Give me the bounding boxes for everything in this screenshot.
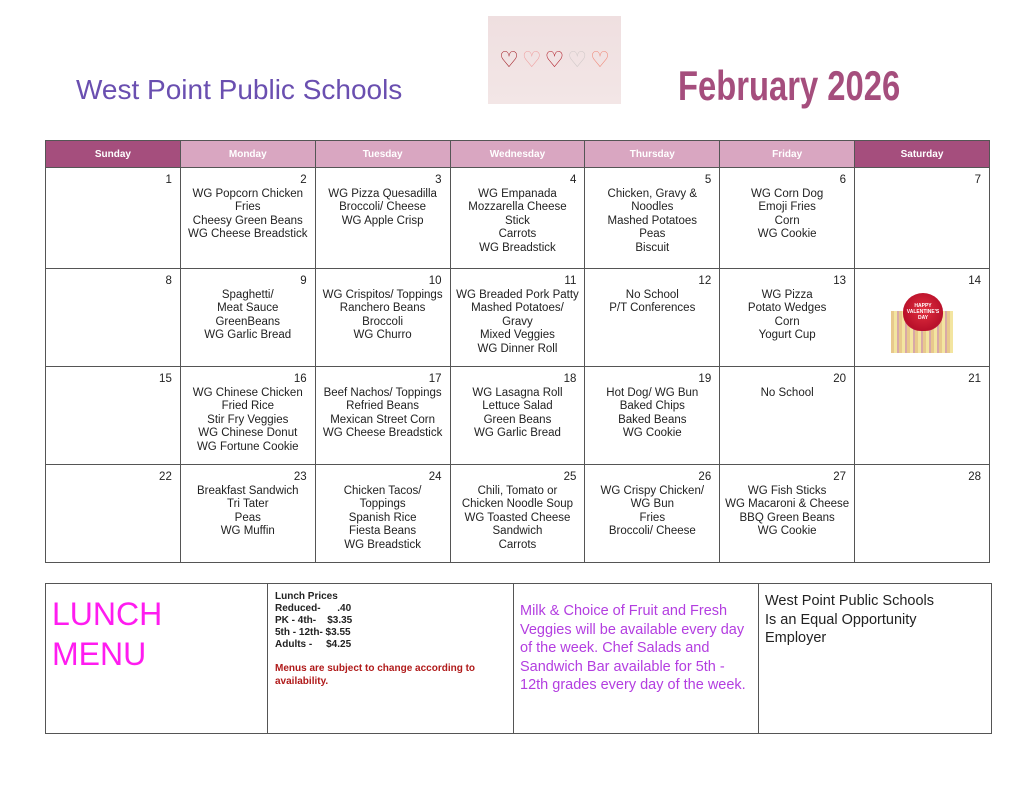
valentine-card-image <box>889 287 955 353</box>
menu-item: WG Corn Dog <box>751 187 824 200</box>
day-cell <box>46 367 181 465</box>
menu-item: WG Cookie <box>757 228 817 241</box>
day-cell <box>585 465 720 563</box>
day-number: 6 <box>839 174 847 186</box>
month-title: February 2026 <box>678 62 901 109</box>
day-cell <box>855 367 990 465</box>
menu-item: Baked Chips <box>619 400 685 413</box>
menu-item: WG Macaroni & Cheese <box>725 498 850 511</box>
day-number: 19 <box>698 373 712 385</box>
menu-item: Mexican Street Corn <box>330 413 436 426</box>
menu-item: Spanish Rice <box>348 511 417 524</box>
menu-item: WG Breadstick <box>344 538 421 551</box>
menu-item: WG Bun <box>630 498 675 511</box>
day-number: 4 <box>569 174 577 186</box>
menu-item: Broccoli/ Cheese <box>608 525 696 538</box>
day-number: 2 <box>300 174 307 186</box>
heart-icon: ♡ <box>567 47 588 72</box>
price-adults: Adults - $4.25 <box>275 639 352 650</box>
day-cell <box>46 168 181 269</box>
menu-item: WG Cheese Breadstick <box>322 427 443 440</box>
day-number: 28 <box>968 471 981 483</box>
menu-item: Stir Fry Veggies <box>207 413 289 426</box>
menu-item: WG Apple Crisp <box>341 214 424 227</box>
lunch-menu-cell <box>46 584 268 734</box>
menu-item: WG Cookie <box>622 427 682 440</box>
day-number: 13 <box>833 275 847 287</box>
day-number: 14 <box>968 275 981 287</box>
week-row <box>46 168 990 269</box>
menu-item: Broccoli <box>362 315 404 328</box>
menu-item: Potato Wedges <box>747 302 827 315</box>
eoe-line1: West Point Public Schools <box>765 593 934 609</box>
day-cell <box>855 269 990 367</box>
eoe-line2: Is an Equal Opportunity <box>765 611 917 628</box>
day-header-monday: Monday <box>180 141 315 168</box>
day-cell <box>855 465 990 563</box>
hearts-image <box>488 16 621 104</box>
menu-item: Mixed Veggies <box>480 329 555 342</box>
day-cell <box>450 367 585 465</box>
heart-icon: ♡ <box>590 47 610 72</box>
day-number: 15 <box>159 373 172 385</box>
menu-item: Green Beans <box>483 413 552 426</box>
day-header-wednesday: Wednesday <box>450 141 585 168</box>
price-reduced: Reduced- .40 <box>275 603 352 614</box>
day-cell <box>450 465 585 563</box>
menu-item: No School <box>760 386 814 399</box>
day-cell <box>180 168 315 269</box>
day-number: 24 <box>428 471 442 483</box>
menu-item: Fries <box>234 201 261 214</box>
day-number: 1 <box>165 174 172 186</box>
menu-item: WG Empanada <box>478 187 557 200</box>
lunch-menu-line2: MENU <box>52 636 147 672</box>
heart-icon: ♡ <box>499 47 519 72</box>
day-cell <box>720 367 855 465</box>
menu-item: Carrots <box>498 228 537 241</box>
menu-item: WG Breaded Pork Patty <box>456 288 579 301</box>
menu-item: Cheesy Green Beans <box>192 214 303 227</box>
menu-item: Ranchero Beans <box>339 302 426 315</box>
day-cell <box>585 168 720 269</box>
day-number: 22 <box>159 471 172 483</box>
menu-item: P/T Conferences <box>609 302 696 315</box>
menu-item: BBQ Green Beans <box>739 511 835 524</box>
day-header-row <box>46 141 990 168</box>
menu-item: Tri Tater <box>226 498 269 511</box>
week-row <box>46 465 990 563</box>
day-cell <box>180 367 315 465</box>
day-number: 12 <box>698 275 712 287</box>
menu-item: Mashed Potatoes/ <box>471 302 564 315</box>
menu-item: GreenBeans <box>215 315 281 328</box>
menu-item: Peas <box>639 228 666 241</box>
price-pk-4th: PK - 4th- $3.35 <box>275 615 353 626</box>
day-number: 23 <box>293 471 307 483</box>
day-number: 10 <box>428 275 442 287</box>
menu-item: WG Fortune Cookie <box>196 440 299 453</box>
menu-item: WG Garlic Bread <box>473 427 561 440</box>
lunch-prices <box>268 584 513 688</box>
menu-item: Hot Dog/ WG Bun <box>606 386 699 399</box>
menu-item: Chicken Noodle Soup <box>461 498 574 511</box>
menu-item: WG Cookie <box>757 525 817 538</box>
menu-disclaimer: Menus are subject to change according to availability. <box>275 663 476 687</box>
menu-item: Stick <box>504 214 530 227</box>
day-header-thursday: Thursday <box>585 141 720 168</box>
day-number: 16 <box>293 373 307 385</box>
menu-item: Corn <box>774 315 800 328</box>
day-cell <box>180 269 315 367</box>
day-number: 7 <box>974 174 981 186</box>
school-name: West Point Public Schools <box>76 74 403 105</box>
day-cell <box>46 269 181 367</box>
menu-item: Emoji Fries <box>758 201 816 214</box>
menu-item: Chicken, Gravy & <box>607 187 698 200</box>
day-number: 26 <box>698 471 712 483</box>
day-number: 3 <box>435 174 442 186</box>
menu-item: Biscuit <box>635 241 670 254</box>
week-row <box>46 269 990 367</box>
menu-item: WG Breadstick <box>479 241 556 254</box>
heart-icon: ♡ <box>521 47 542 72</box>
menu-item: Sandwich <box>492 525 543 538</box>
menu-item: WG Chinese Chicken <box>192 386 303 399</box>
day-header-friday: Friday <box>720 141 855 168</box>
day-header-tuesday: Tuesday <box>315 141 450 168</box>
day-cell <box>855 168 990 269</box>
prices-cell <box>268 584 514 734</box>
prices-title: Lunch Prices <box>275 591 338 602</box>
menu-item: WG Muffin <box>220 525 275 538</box>
menu-item: Baked Beans <box>618 413 687 426</box>
menu-item: WG Fish Sticks <box>747 484 827 497</box>
milk-note-cell <box>514 584 759 734</box>
menu-item: Peas <box>234 511 261 524</box>
price-5th-12th: 5th - 12th- $3.55 <box>275 627 351 638</box>
menu-item: Mozzarella Cheese <box>468 201 567 214</box>
week-row <box>46 367 990 465</box>
day-number: 27 <box>833 471 847 483</box>
day-number: 21 <box>968 373 981 385</box>
day-number: 8 <box>165 275 172 287</box>
menu-item: WG Garlic Bread <box>204 329 292 342</box>
day-header-saturday: Saturday <box>855 141 990 168</box>
day-cell <box>585 367 720 465</box>
day-cell <box>720 269 855 367</box>
eoe-cell <box>759 584 992 734</box>
menu-item: WG Crispitos/ Toppings <box>322 288 443 301</box>
day-cell <box>315 168 450 269</box>
menu-item: WG Crispy Chicken/ <box>600 484 705 497</box>
menu-item: Fiesta Beans <box>349 525 417 538</box>
menu-item: WG Pizza Quesadilla <box>328 187 437 200</box>
menu-item: Toppings <box>359 498 406 511</box>
day-cell <box>585 269 720 367</box>
calendar-body <box>46 168 990 563</box>
menu-item: Beef Nachos/ Toppings <box>323 386 442 399</box>
day-number: 5 <box>704 174 712 186</box>
heart-icon: ♡ <box>544 47 565 72</box>
menu-item: Meat Sauce <box>217 302 279 315</box>
day-cell <box>720 465 855 563</box>
day-cell <box>315 465 450 563</box>
menu-item: Fried Rice <box>221 400 274 413</box>
menu-item: Carrots <box>498 538 537 551</box>
lunch-menu-line1: LUNCH <box>52 596 163 632</box>
menu-item: Chili, Tomato or <box>477 484 558 497</box>
menu-item: No School <box>625 288 679 301</box>
day-cell <box>720 168 855 269</box>
menu-item: Noodles <box>631 201 674 214</box>
milk-note: Milk & Choice of Fruit and Fresh Veggies will be available every day of the week. Chef Salads and Sandwich Bar available for 5th - 12th grades every day of the week. <box>520 603 746 693</box>
menu-item: WG Chinese Donut <box>198 427 298 440</box>
day-number: 17 <box>428 373 442 385</box>
menu-item: WG Popcorn Chicken <box>192 187 304 200</box>
menu-item: WG Lasagna Roll <box>472 386 563 399</box>
menu-item: Corn <box>774 214 800 227</box>
day-cell <box>180 465 315 563</box>
day-number: 18 <box>563 373 577 385</box>
eoe-line3: Employer <box>765 630 827 646</box>
day-header-sunday: Sunday <box>46 141 181 168</box>
day-cell <box>450 168 585 269</box>
lunch-menu-title <box>46 584 267 674</box>
footer-info-table <box>45 583 992 734</box>
menu-item: Fries <box>639 511 666 524</box>
menu-item: Lettuce Salad <box>482 400 553 413</box>
menu-item: Broccoli/ Cheese <box>339 201 427 214</box>
menu-item: WG Pizza <box>761 288 813 301</box>
menu-item: Yogurt Cup <box>758 329 816 342</box>
menu-item: WG Dinner Roll <box>477 342 558 355</box>
day-number: 25 <box>563 471 577 483</box>
menu-item: Chicken Tacos/ <box>343 484 422 497</box>
menu-item: Breakfast Sandwich <box>196 484 299 497</box>
calendar-grid <box>45 140 990 563</box>
menu-item: Spaghetti/ <box>221 288 274 301</box>
menu-item: WG Churro <box>353 329 412 342</box>
day-number: 11 <box>564 275 577 287</box>
day-cell <box>315 367 450 465</box>
day-number: 9 <box>300 275 307 287</box>
menu-item: Gravy <box>502 315 533 328</box>
menu-item: WG Cheese Breadstick <box>188 228 308 241</box>
day-cell <box>315 269 450 367</box>
heart-icon: HAPPY VALENTINE'S DAY <box>903 293 943 331</box>
menu-item: WG Toasted Cheese <box>464 511 571 524</box>
day-cell <box>450 269 585 367</box>
equal-opportunity-statement <box>759 584 991 648</box>
day-cell <box>46 465 181 563</box>
menu-item: Refried Beans <box>346 400 420 413</box>
menu-item: Mashed Potatoes <box>607 214 698 227</box>
day-number: 20 <box>833 373 847 385</box>
